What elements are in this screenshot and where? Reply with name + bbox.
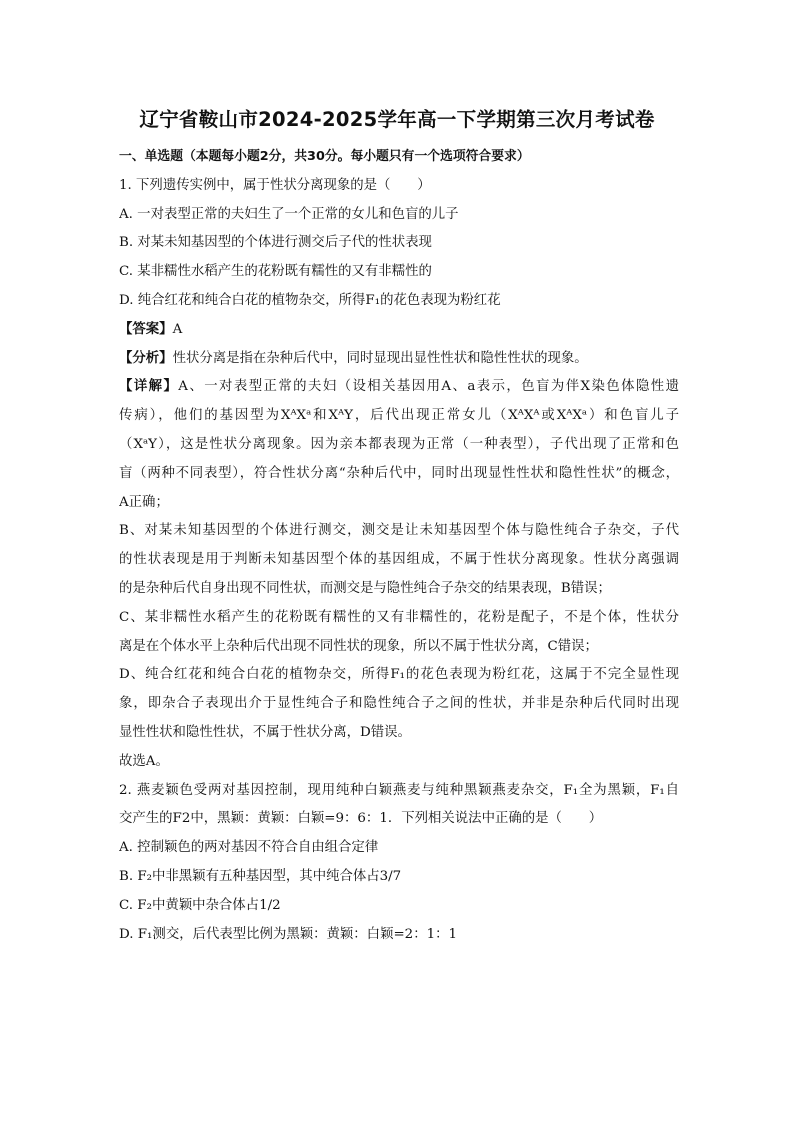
page-title: 辽宁省鞍山市2024-2025学年高一下学期第三次月考试卷 [139,108,655,131]
question-stem: 交产生的F2中，黑颖：黄颖：白颖=9：6：1．下列相关说法中正确的是（ ） [119,811,603,827]
detail-line: C、某非糯性水稻产生的花粉既有糯性的又有非糯性的，花粉是配子，不是个体，性状分 [119,609,679,625]
analysis-text: 性状分离是指在杂种后代中，同时显现出显性性状和隐性性状的现象。 [172,350,588,366]
detail-line: 离是在个体水平上杂种后代出现不同性状的现象，所以不属于性状分离，C错误； [119,638,598,654]
section-heading: 一、单选题（本题每小题2分，共30分。每小题只有一个选项符合要求） [119,149,530,164]
detail-line: A正确； [119,494,169,510]
analysis-line [119,345,679,374]
exam-content [119,143,679,949]
detail-line: B、对某未知基因型的个体进行测交，测交是让未知基因型个体与隐性纯合子杂交，子代 [119,523,679,539]
detail-line: 显性性状和隐性性状，不属于性状分离，D错误。 [119,724,411,740]
answer-tag: 【答案】 [119,321,173,337]
question-1 [119,172,679,777]
detail-line: （XᵃY），这是性状分离现象。因为亲本都表现为正常（一种表型），子代出现了正常和色 [119,436,679,452]
option-d: D. 纯合红花和纯合白花的植物杂交，所得F₁的花色表现为粉红花 [119,292,501,308]
detail-line: 的是杂种后代自身出现不同性状，而测交是与隐性纯合子杂交的结果表现，B错误； [119,580,611,596]
detail-tag: 【详解】 [119,379,179,395]
conclusion: 故选A。 [119,753,169,769]
detail-line: 盲（两种不同表型），符合性状分离“杂种后代中，同时出现显性性状和隐性性状”的概念， [119,465,679,481]
detail-line [119,373,679,402]
analysis-tag: 【分析】 [119,350,173,366]
option-a: A. 一对表型正常的夫妇生了一个正常的女儿和色盲的儿子 [119,206,459,222]
answer-line [119,316,679,345]
question-stem: 1. 下列遗传实例中，属于性状分离现象的是（ ） [119,177,431,193]
option-a: A. 控制颖色的两对基因不符合自由组合定律 [119,840,379,856]
option-c: C. F₂中黄颖中杂合体占1/2 [119,897,281,913]
detail-line: 象，即杂合子表现出介于显性纯合子和隐性纯合子之间的性状，并非是杂种后代同时出现 [119,696,679,712]
question-2 [119,777,679,950]
answer-value: A [172,321,183,337]
question-stem: 2. 燕麦颖色受两对基因控制，现用纯种白颖燕麦与纯种黑颖燕麦杂交，F₁全为黑颖，F₁自 [119,782,679,798]
option-b: B. 对某未知基因型的个体进行测交后子代的性状表现 [119,235,432,251]
detail-text: A、一对表型正常的夫妇（设相关基因用A、a表示，色盲为伴X染色体隐性遗 [178,379,679,395]
detail-line: 传病），他们的基因型为XᴬXᵃ和XᴬY，后代出现正常女儿（XᴬXᴬ或XᴬXᵃ）和色盲儿子 [119,408,679,424]
detail-line: D、纯合红花和纯合白花的植物杂交，所得F₁的花色表现为粉红花，这属于不完全显性现 [119,667,679,683]
option-c: C. 某非糯性水稻产生的花粉既有糯性的又有非糯性的 [119,264,432,280]
detail-line: 的性状表现是用于判断未知基因型个体的基因组成，不属于性状分离现象。性状分离强调 [119,552,679,568]
option-b: B. F₂中非黑颖有五种基因型，其中纯合体占3/7 [119,868,402,884]
option-d: D. F₁测交，后代表型比例为黑颖：黄颖：白颖=2：1：1 [119,926,458,942]
